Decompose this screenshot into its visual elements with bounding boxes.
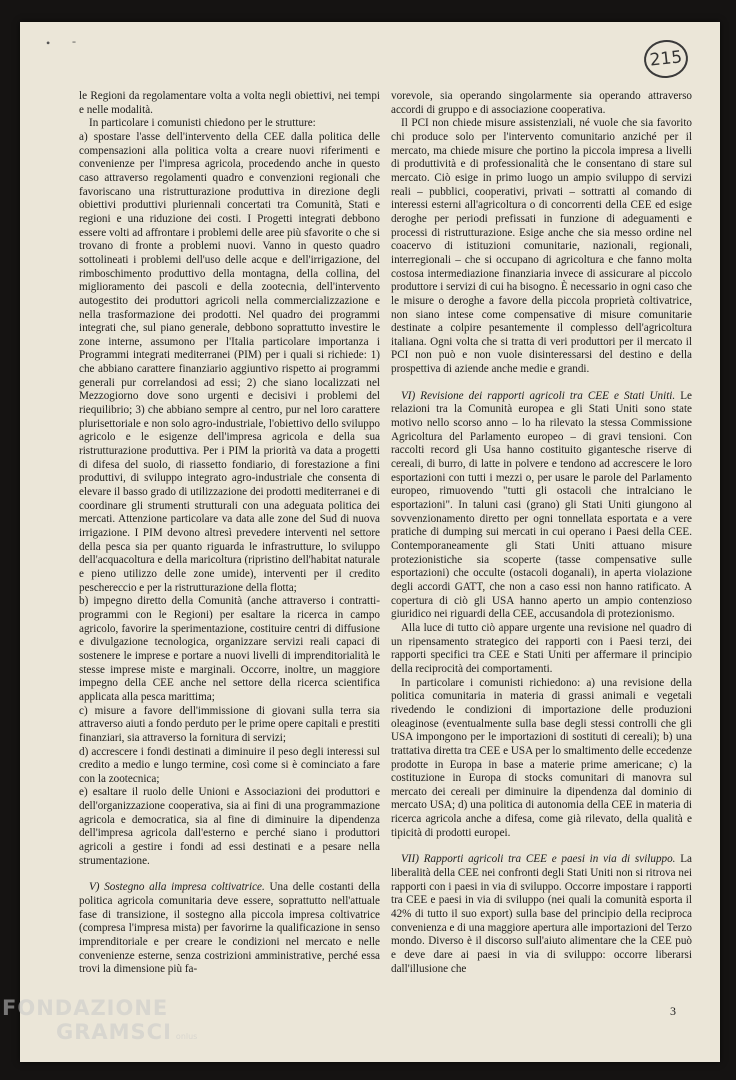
paragraph-gap — [391, 840, 692, 853]
paragraph-gap — [79, 868, 380, 881]
paragraph: a) spostare l'asse dell'intervento della CEE dalla politica delle compensazioni alla politica volta a creare nuovi riferimenti e convenienze per l'impresa agricola, procedendo anche in questo caso attraverso regolamenti quadro e convenzioni regionali che favoriscano una ristrutturazione produttiva in direzione degli obiettivi produttivi pluriennali concertati tra Comunità, Stati e regioni e una riduzione dei costi. I Progetti integrati debbono essere volti ad affrontare i problemi delle aree più sfavorite o che si trovano di fronte a problemi nuovi. Vanno in questo quadro sottolineati i problemi dell'uso delle acque e dell'irrigazione, del rimboschimento produttivo della montagna, della collina, del miglioramento dei pascoli e della zootecnia, dell'intervento autogestito dei produttori agricoli nella commercializzazione e nella trasformazione dei prodotti. Nel quadro dei programmi integrati che, sul piano generale, debbono soprattutto investire le zone interne, assumono per l'Italia particolare importanza i Programmi integrati mediterranei (PIM) per i quali si richiede: 1) che abbiano carattere finanziario aggiuntivo rispetto ai programmi generali pur correlandosi ad essi; 2) che siano localizzati nel Mezzogiorno dove sono urgenti e decisivi i problemi del riequilibrio; 3) che abbiano sempre al centro, pur nel loro carattere plurisettoriale e non solo agro-industriale, l'obiettivo dello sviluppo agricolo e le esigenze dell'impresa agricola e della sua ristrutturazione produttiva. Per i PIM la priorità va data a progetti di difesa del suolo, di riassetto fondiario, di forestazione a fini produttivi, di sviluppo integrato agro-industriale che consenta di elevare il basso grado di utilizzazione dei prodotti mediterranei e di coordinare gli strumenti strutturali con una adeguata politica dei mercati. Attenzione particolare va data alle zone del Sud di nuova irrigazione. I PIM devono altresì prevedere interventi nel settore della pesca sia per quanto riguarda le infrastrutture, lo sviluppo dell'acquacoltura e della maricoltura (ripristino dell'habitat naturale e pieno utilizzo delle zone umide), interventi per il credito peschereccio e per la ristrutturazione della flotta; — [79, 130, 380, 594]
paragraph: In particolare i comunisti richiedono: a) una revisione della politica comunitaria in materia di grassi animali e vegetali rivedendo le condizioni di importazione delle produzioni oleaginose (eventualmente sulla base degli stessi controlli che gli USA impongono per le importazioni di sostituti di cereali); b) una trattativa diretta tra CEE e USA per lo smaltimento delle eccedenze prodotte in Europa in base a materie prime americane; c) la costituzione in Europa di stocks comunitari di manovra sul mercato dei cereali per diminuire la dipendenza dal dominio di mercato USA; d) una politica di autonomia della CEE in materia di ricerca agricola anche a difesa, come già rilevato, della qualità e tipicità di prodotti europei. — [391, 676, 692, 839]
watermark-sub: onlus — [175, 1032, 198, 1041]
paragraph-text: Una delle costanti della politica agricola comunitaria deve essere, soprattutto nell'attuale fase di transizione, il sostegno alla piccola impresa coltivatrice (compresa l'impresa mista) per favorirne la qualificazione in senso imprenditoriale e per creare le condizioni nel mercato e nelle convenienze esterne, senza costrizioni amministrative, perché essa trovi la dimensione più fa- — [79, 881, 380, 976]
paragraph — [79, 881, 380, 977]
paragraph: d) accrescere i fondi destinati a diminuire il peso degli interessi sul credito a medio e lungo termine, così come si è cominciato a fare con la zootecnica; — [79, 745, 380, 785]
paragraph: b) impegno diretto della Comunità (anche attraverso i contratti-programmi con le Regioni) per esaltare la ricerca in campo agricolo, favorire la sperimentazione, costituire centri di diffusione e divulgazione tecnologica, organizzare servizi reali capaci di sostenere le imprese e portare a nuovi livelli di imprenditorialità le stesse imprese miste e marginali. Occorre, inoltre, un maggiore impegno della CEE anche nel settore della ricerca scientifica applicata alla pesca marittima; — [79, 595, 380, 703]
paragraph-text: La liberalità della CEE nei confronti degli Stati Uniti non si ritrova nei rapporti con i paesi in via di sviluppo. Occorre impostare i rapporti tra CEE e paesi in via di sviluppo (nei quali la comunità esporta il 42% di tutto il suo export) sulla base del principio della reciproca convenienza e di una maggiore apertura alle importazioni del Terzo mondo. Diverso è il discorso sull'aiuto alimentare che la CEE può e deve dare ai paesi in via di sviluppo: occorre liberarsi dall'illusione che — [391, 853, 692, 975]
paragraph: le Regioni da regolamentare volta a volta negli obiettivi, nei tempi e nelle modalità. — [79, 90, 380, 116]
watermark-logo — [2, 996, 197, 1049]
scan-mark: • — [46, 36, 51, 50]
section-heading: VII) Rapporti agricoli tra CEE e paesi in via di sviluppo. — [401, 853, 676, 866]
page-number: 3 — [670, 1004, 676, 1018]
paragraph-text: Le relazioni tra la Comunità europea e gli Stati Uniti sono state motivo nello scorso anno – lo ha rilevato la stessa Commissione Agricoltura del Parlamento europeo – di gravi tensioni. Con raccolti record gli Usa hanno costituito gigantesche riserve di cereali, di burro, di latte in polvere e tendono ad accrescere le loro esportazioni con tutti i mezzi o, per usare le parole del Parlamento europeo, rimuovendo "tutti gli ostacoli che intralciano le esportazioni". In taluni casi (grano) gli Stati Uniti giungono al sovvenzionamento diretto per ogni tonnellata esportata e a vere pratiche di dumping sui mercati in cui operano i Paesi della CEE. Contemporaneamente gli Stati Uniti attuano misure protezionistiche sia scoperte (tasse compensative sulle esportazioni) che occulte (ostacoli doganali), in aperta violazione degli accordi GATT, che non a caso essi non hanno ratificato. A copertura di ciò gli USA hanno aperto un ampio contenzioso giuridico nei riguardi della CEE, accusandola di protezionismo. — [391, 389, 692, 621]
document-page — [20, 22, 720, 1062]
scan-mark: ‐ — [72, 34, 76, 48]
paragraph-gap — [391, 377, 692, 390]
watermark-line1: FONDAZIONE — [2, 996, 169, 1020]
paragraph — [391, 853, 692, 976]
paragraph: Alla luce di tutto ciò appare urgente una revisione nel quadro di un ripensamento strategico dei rapporti con i Paesi terzi, dei rapporti specifici tra CEE e Stati Uniti per affermare il principio della reciprocità dei comportamenti. — [391, 621, 692, 675]
watermark-line2: GRAMSCI — [56, 1020, 172, 1044]
paragraph: c) misure a favore dell'immissione di giovani sulla terra sia attraverso aiuti a fondo perduto per le prime opere capitali e prestiti finanziari, sia attraverso la fornitura di servizi; — [79, 704, 380, 744]
archive-number-stamp: 215 — [642, 38, 690, 80]
left-column — [79, 90, 380, 977]
section-heading: VI) Revisione dei rapporti agricoli tra CEE e Stati Uniti. — [401, 389, 676, 402]
right-column — [391, 90, 692, 976]
paragraph: Il PCI non chiede misure assistenziali, né vuole che sia favorito chi produce solo per l'intervento comunitario anziché per il mercato, ma chiede misure che portino la piccola impresa a livelli di produttività e di professionalità che le consentano di stare sul mercato. Ciò esige in primo luogo un ampio sviluppo di servizi reali – pubblici, cooperativi, privati – sottratti al comando di interessi esterni all'agricoltura o di concorrenti della CEE ed esige deroghe per periodi prefissati in funzione di adeguamenti e processi di ristrutturazione. Esige anche che sia messo ordine nel coacervo di istituzioni comunitarie, nazionali, regionali, interregionali – che si occupano di agricoltura e che fanno molta costosa intermediazione finanziaria invece di assicurare al piccolo produttore i servizi di cui ha bisogno. È necessario in ogni caso che le misure o deroghe a favore della piccola proprietà coltivatrice, non siano intese come compensative di misure comunitarie destinate a colpire pesantemente il complesso dell'agricoltura italiana. Ogni volta che si tratta di veri produttori per il mercato il PCI non può e non vuole disinteressarsi del destino e della prospettiva di aziende anche medie e grandi. — [391, 117, 692, 376]
paragraph: vorevole, sia operando singolarmente sia operando attraverso accordi di gruppo e di associazione cooperativa. — [391, 90, 692, 116]
paragraph: e) esaltare il ruolo delle Unioni e Associazioni dei produttori e dell'organizzazione cooperativa, sia ai fini di una programmazione agricola e democratica, sia al fine di diminuire la dipendenza dell'impresa agricola dall'esterno e perché siano i produttori agricoli a gestire i fondi ad essi destinati e a pesare nella strumentazione. — [79, 786, 380, 867]
section-heading: V) Sostegno alla impresa coltivatrice. — [89, 881, 265, 894]
paragraph: In particolare i comunisti chiedono per le strutture: — [89, 117, 316, 130]
paragraph — [391, 390, 692, 622]
